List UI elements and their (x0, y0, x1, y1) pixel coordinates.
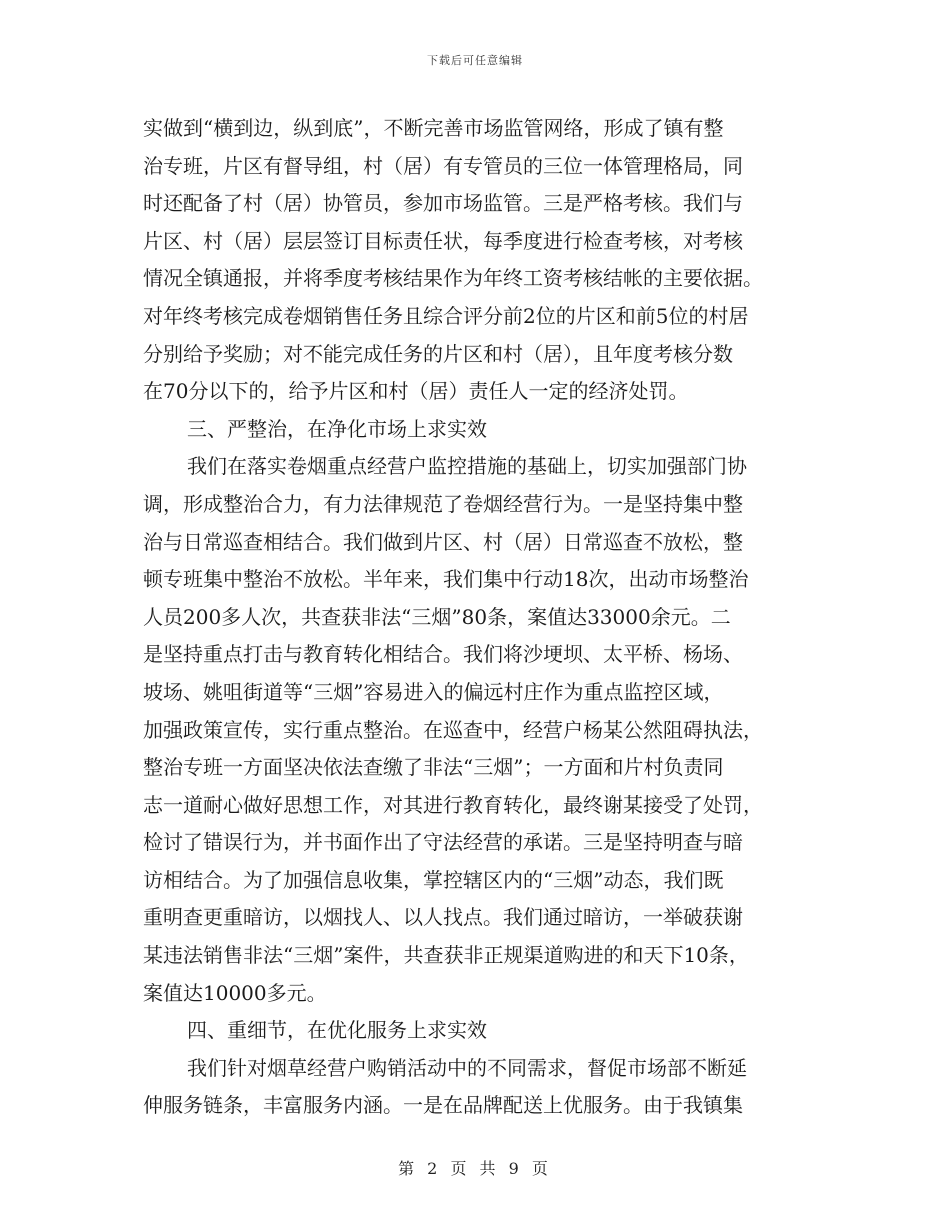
text-line: 时还配备了村（居）协管员，参加市场监管。三是严格考核。我们与 (143, 191, 743, 216)
page-number-footer: 第 2 页 共 9 页 (398, 1159, 552, 1178)
text-line: 在70分以下的，给予片区和村（居）责任人一定的经济处罚。 (143, 379, 689, 404)
text-line: 检讨了错误行为，并书面作出了守法经营的承诺。三是坚持明查与暗 (143, 830, 743, 855)
text-line: 重明查更重暗访，以烟找人、以人找点。我们通过暗访，一举破获谢 (143, 905, 743, 930)
page-header: 下载后可任意编辑 (427, 54, 523, 67)
text-line: 治与日常巡查相结合。我们做到片区、村（居）日常巡查不放松，整 (143, 529, 743, 554)
text-line: 整治专班一方面坚决依法查缴了非法“三烟”；一方面和片村负责同 (143, 755, 724, 780)
text-line: 伸服务链条，丰富服务内涵。一是在品牌配送上优服务。由于我镇集 (143, 1093, 743, 1118)
text-line: 治专班，片区有督导组，村（居）有专管员的三位一体管理格局，同 (143, 153, 743, 178)
text-line: 坡场、姚咀街道等“三烟”容易进入的偏远村庄作为重点监控区域， (143, 679, 724, 704)
text-line: 案值达10000多元。 (143, 980, 327, 1005)
text-line: 志一道耐心做好思想工作，对其进行教育转化，最终谢某接受了处罚， (143, 792, 763, 817)
text-line: 实做到“横到边，纵到底”，不断完善市场监管网络，形成了镇有整 (143, 116, 724, 140)
section-heading: 四、重细节，在优化服务上求实效 (187, 1018, 487, 1043)
text-line: 对年终考核完成卷烟销售任务且综合评分前2位的片区和前5位的村居 (143, 303, 749, 328)
text-line: 分别给予奖励；对不能完成任务的片区和村（居），且年度考核分数 (143, 341, 733, 366)
document-body (143, 110, 811, 1125)
text-line: 访相结合。为了加强信息收集，掌控辖区内的“三烟”动态，我们既 (143, 867, 724, 892)
text-line: 调，形成整治合力，有力法律规范了卷烟经营行为。一是坚持集中整 (143, 491, 743, 516)
text-line: 某违法销售非法“三烟”案件，共查获非正规渠道购进的和天下10条， (143, 943, 749, 968)
text-line: 情况全镇通报，并将季度考核结果作为年终工资考核结帐的主要依据。 (143, 266, 763, 291)
text-line: 人员200多人次，共查获非法“三烟”80条，案值达33000余元。二 (143, 604, 731, 629)
text-line: 我们在落实卷烟重点经营户监控措施的基础上，切实加强部门协 (187, 454, 747, 479)
text-line: 是坚持重点打击与教育转化相结合。我们将沙埂坝、太平桥、杨场、 (143, 642, 743, 667)
section-heading: 三、严整治，在净化市场上求实效 (187, 416, 487, 441)
text-line: 我们针对烟草经营户购销活动中的不同需求，督促市场部不断延 (187, 1055, 747, 1080)
text-line: 片区、村（居）层层签订目标责任状，每季度进行检查考核，对考核 (143, 228, 743, 253)
text-line: 顿专班集中整治不放松。半年来，我们集中行动18次，出动市场整治 (143, 567, 749, 592)
text-line: 加强政策宣传，实行重点整治。在巡查中，经营户杨某公然阻碍执法， (143, 717, 763, 742)
